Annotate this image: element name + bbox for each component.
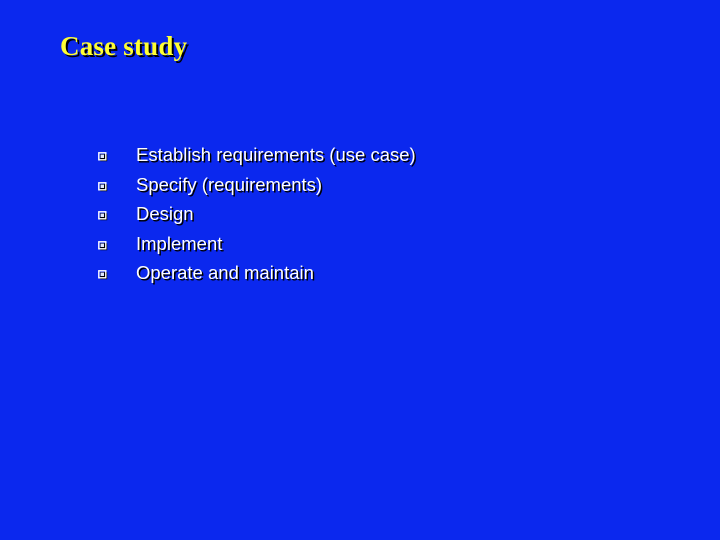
hollow-square-bullet-icon [98, 270, 108, 280]
slide-title: Case study [60, 31, 188, 61]
bullet-text: Specify (requirements) [136, 173, 323, 195]
list-item [0, 142, 720, 172]
hollow-square-bullet-icon [98, 182, 108, 192]
bullet-text: Implement [136, 232, 223, 254]
bullet-list [0, 142, 720, 290]
list-item [0, 172, 720, 202]
hollow-square-bullet-icon [98, 211, 108, 221]
hollow-square-bullet-icon [98, 152, 108, 162]
hollow-square-bullet-icon [98, 241, 108, 251]
bullet-text: Design [136, 203, 194, 224]
bullet-text: Establish requirements (use case) [136, 144, 416, 165]
list-item [0, 260, 720, 290]
list-item [0, 231, 720, 261]
list-item [0, 201, 720, 231]
bullet-text: Operate and maintain [136, 262, 314, 283]
